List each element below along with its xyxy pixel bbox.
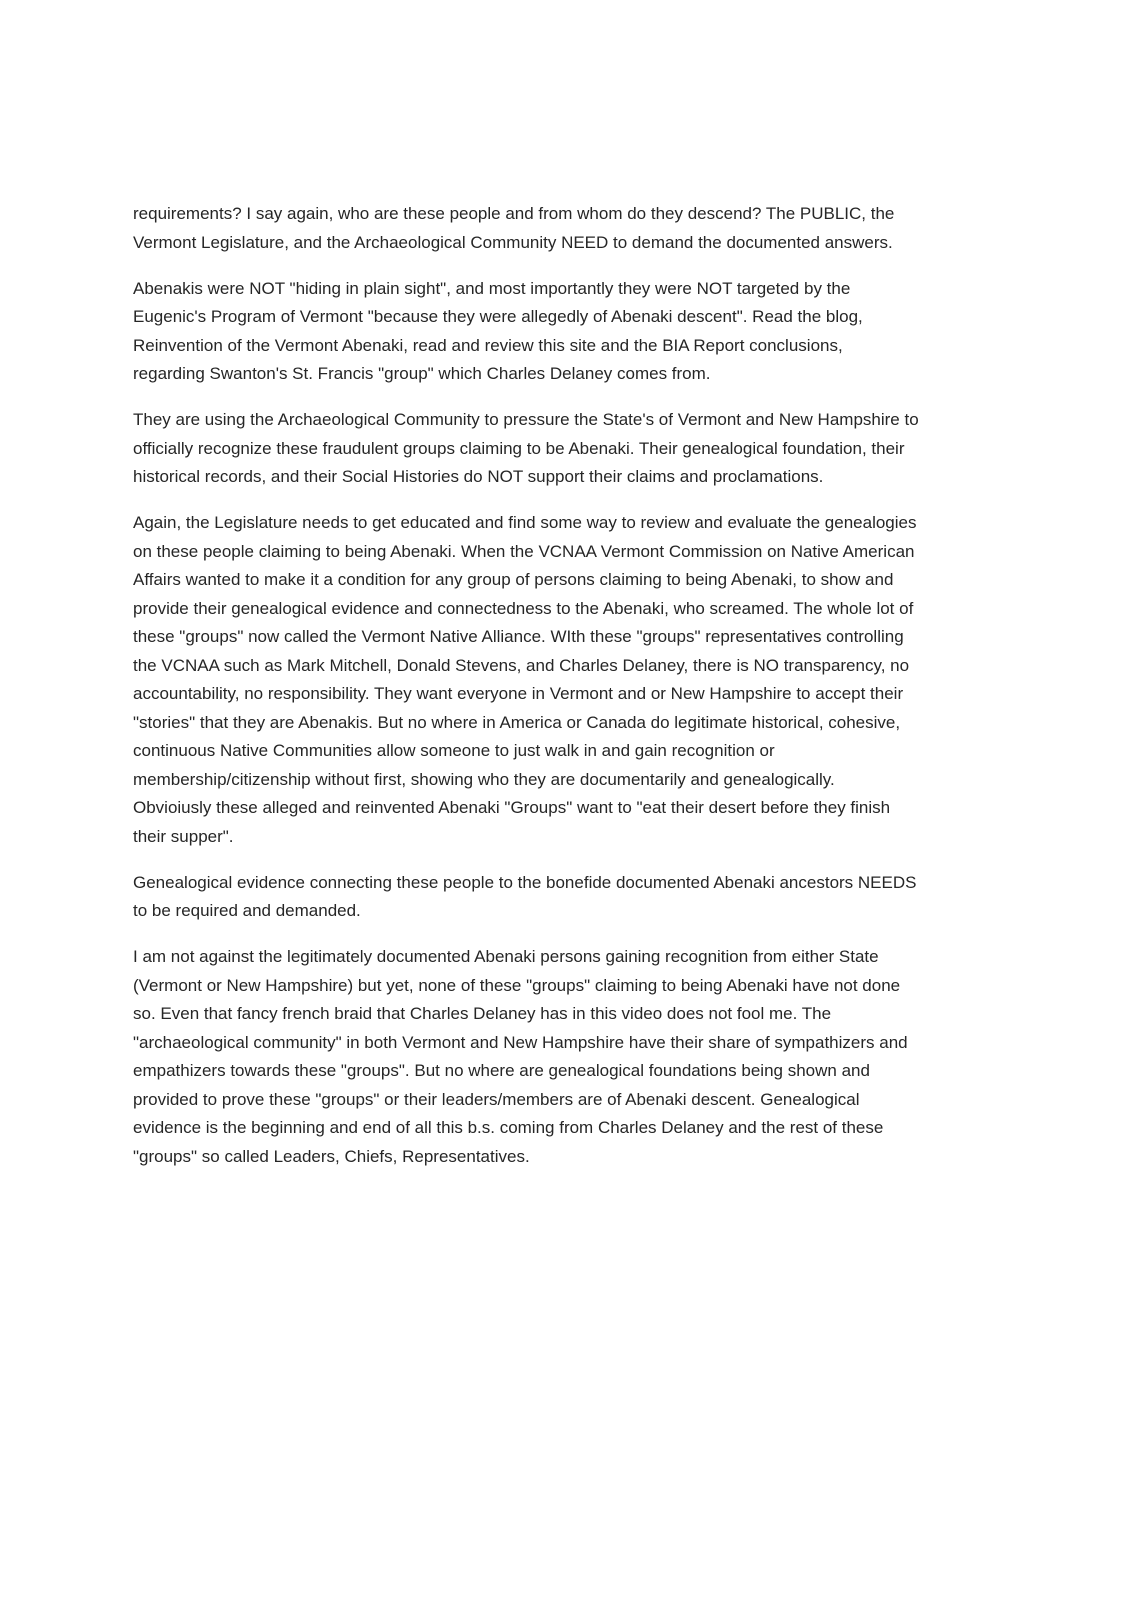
text-line: "groups" so called Leaders, Chiefs, Representatives. (133, 1146, 530, 1166)
text-line: "stories" that they are Abenakis. But no where in America or Canada do legitimate historical, cohesive, (133, 712, 901, 732)
text-line: (Vermont or New Hampshire) but yet, none of these "groups" claiming to being Abenaki have not done (133, 975, 901, 995)
text-line: historical records, and their Social Histories do NOT support their claims and proclamations. (133, 467, 824, 486)
document-body (133, 200, 1013, 1189)
text-line: Genealogical evidence connecting these people to the bonefide documented Abenaki ancestors NEEDS (133, 872, 917, 892)
text-line: Obvioiusly these alleged and reinvented Abenaki "Groups" want to "eat their desert before they finish (133, 798, 891, 817)
text-line: "archaeological community" in both Vermont and New Hampshire have their share of sympathizers and (133, 1032, 908, 1052)
text-line: the VCNAA such as Mark Mitchell, Donald Stevens, and Charles Delaney, there is NO transparency, no (133, 655, 910, 675)
text-line: Abenakis were NOT "hiding in plain sight", and most importantly they were NOT targeted by the (133, 278, 851, 298)
text-line: so. Even that fancy french braid that Charles Delaney has in this video does not fool me. The (133, 1004, 832, 1023)
text-line: officially recognize these fraudulent groups claiming to be Abenaki. Their genealogical foundation, their (133, 438, 905, 458)
text-line: provided to prove these "groups" or their leaders/members are of Abenaki descent. Genealogical (133, 1089, 860, 1109)
text-line: on these people claiming to being Abenaki. When the VCNAA Vermont Commission on Native American (133, 541, 915, 561)
paragraph-5 (133, 869, 1013, 926)
text-line: regarding Swanton's St. Francis "group" which Charles Delaney comes from. (133, 364, 711, 383)
text-line: provide their genealogical evidence and connectedness to the Abenaki, who screamed. The whole lot of (133, 598, 914, 618)
text-line: Again, the Legislature needs to get educated and find some way to review and evaluate the genealogies (133, 513, 917, 532)
text-line: their supper". (133, 826, 234, 846)
text-line: empathizers towards these "groups". But no where are genealogical foundations being shown and (133, 1061, 870, 1080)
paragraph-2 (133, 275, 1013, 389)
text-line: I am not against the legitimately documented Abenaki persons gaining recognition from either State (133, 947, 879, 966)
text-line: continuous Native Communities allow someone to just walk in and gain recognition or (133, 741, 775, 760)
text-line: to be required and demanded. (133, 901, 361, 920)
text-line: accountability, no responsibility. They want everyone in Vermont and or New Hampshire to accept their (133, 684, 904, 703)
text-line: membership/citizenship without first, showing who they are documentarily and genealogically. (133, 769, 835, 789)
text-line: Eugenic's Program of Vermont "because they were allegedly of Abenaki descent". Read the blog, (133, 307, 863, 326)
text-line: Affairs wanted to make it a condition for any group of persons claiming to being Abenaki, to show and (133, 570, 894, 589)
paragraph-1 (133, 200, 1013, 257)
paragraph-3 (133, 406, 1013, 492)
text-line: Reinvention of the Vermont Abenaki, read and review this site and the BIA Report conclusions, (133, 335, 843, 355)
text-line: these "groups" now called the Vermont Native Alliance. WIth these "groups" representatives controlling (133, 627, 904, 646)
text-line: evidence is the beginning and end of all this b.s. coming from Charles Delaney and the rest of these (133, 1118, 884, 1137)
text-line: requirements? I say again, who are these people and from whom do they descend? The PUBLIC, the (133, 204, 895, 223)
text-line: Vermont Legislature, and the Archaeological Community NEED to demand the documented answers. (133, 232, 893, 252)
paragraph-6 (133, 943, 1013, 1171)
text-line: They are using the Archaeological Community to pressure the State's of Vermont and New Hampshire to (133, 410, 919, 429)
paragraph-4 (133, 509, 1013, 851)
